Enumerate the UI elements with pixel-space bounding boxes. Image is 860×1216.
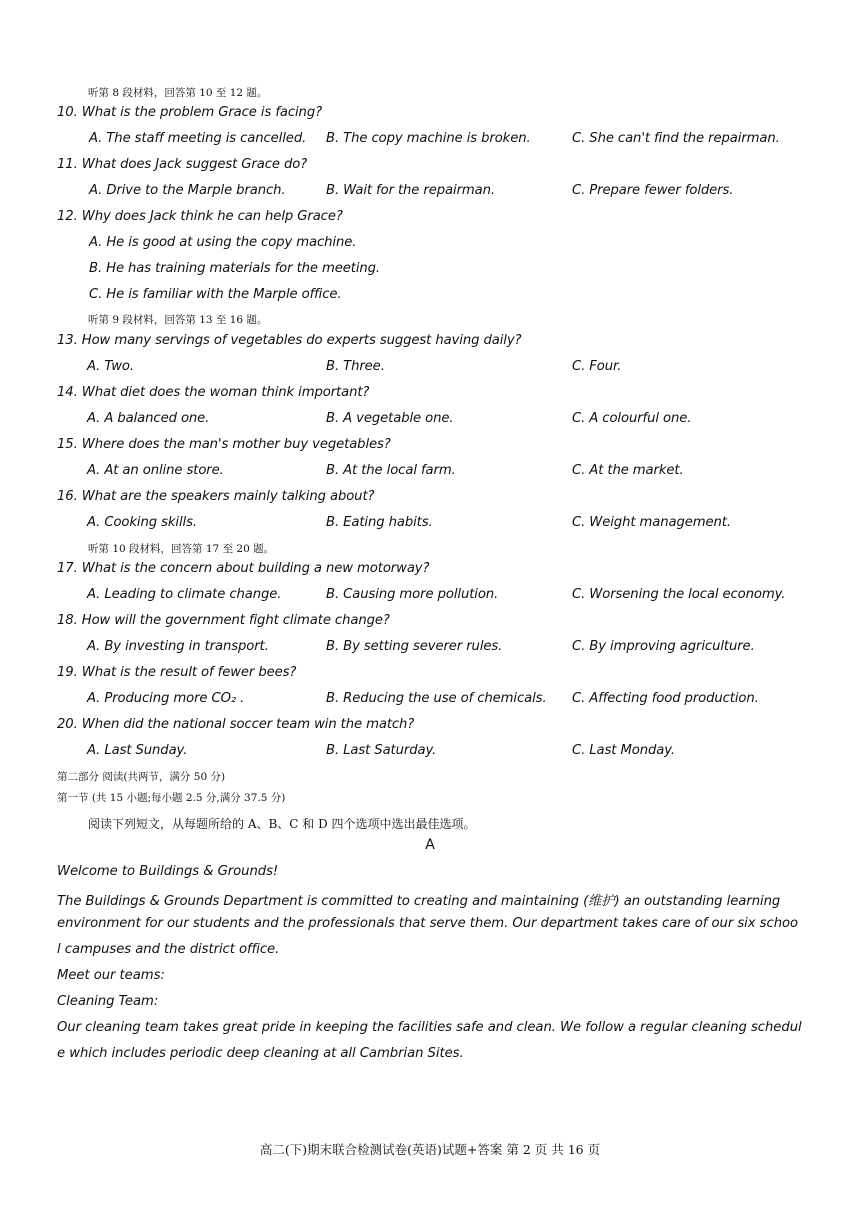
passage-line-4: l campuses and the district office. bbox=[57, 942, 280, 957]
question-10-option-a: A. The staff meeting is cancelled. bbox=[89, 131, 307, 146]
passage-line-2: The Buildings & Grounds Department is committed to creating and maintaining (维护) an outstanding learning bbox=[57, 894, 781, 909]
reading-instruction: 阅读下列短文，从每题所给的 A、B、C 和 D 四个选项中选出最佳选项。 bbox=[88, 817, 476, 831]
part-2-heading: 第二部分 阅读(共两节，满分 50 分) bbox=[57, 771, 226, 783]
passage-line-7: Our cleaning team takes great pride in keeping the facilities safe and clean. We follow a regular cleaning schedul bbox=[57, 1020, 802, 1035]
question-15-stem: 15. Where does the man's mother buy vegetables? bbox=[57, 437, 391, 452]
question-17-option-c: C. Worsening the local economy. bbox=[572, 587, 786, 602]
question-14-stem: 14. What diet does the woman think important? bbox=[57, 385, 370, 400]
passage-line-1: Welcome to Buildings & Grounds! bbox=[57, 864, 279, 879]
question-19-stem: 19. What is the result of fewer bees? bbox=[57, 665, 297, 680]
question-12-option-a: A. He is good at using the copy machine. bbox=[89, 235, 357, 250]
passage-line-8: e which includes periodic deep cleaning at all Cambrian Sites. bbox=[57, 1046, 464, 1061]
question-11-stem: 11. What does Jack suggest Grace do? bbox=[57, 157, 308, 172]
question-10-option-b: B. The copy machine is broken. bbox=[326, 131, 531, 146]
question-16-option-b: B. Eating habits. bbox=[326, 515, 433, 530]
question-20-option-c: C. Last Monday. bbox=[572, 743, 675, 758]
question-19-option-b: B. Reducing the use of chemicals. bbox=[326, 691, 547, 706]
question-18-option-c: C. By improving agriculture. bbox=[572, 639, 755, 654]
passage-line-3: environment for our students and the professionals that serve them. Our department takes care of our six schoo bbox=[57, 916, 799, 931]
passage-letter: A bbox=[425, 837, 435, 853]
question-12-stem: 12. Why does Jack think he can help Grace? bbox=[57, 209, 343, 224]
question-17-option-a: A. Leading to climate change. bbox=[87, 587, 282, 602]
question-11-option-a: A. Drive to the Marple branch. bbox=[89, 183, 286, 198]
question-16-option-c: C. Weight management. bbox=[572, 515, 731, 530]
question-17-option-b: B. Causing more pollution. bbox=[326, 587, 499, 602]
question-19-option-c: C. Affecting food production. bbox=[572, 691, 759, 706]
question-14-option-b: B. A vegetable one. bbox=[326, 411, 454, 426]
section-8-instruction: 听第 8 段材料，回答第 10 至 12 题。 bbox=[88, 87, 268, 99]
question-18-option-b: B. By setting severer rules. bbox=[326, 639, 503, 654]
section-9-instruction: 听第 9 段材料，回答第 13 至 16 题。 bbox=[88, 314, 268, 326]
page-footer: 高二(下)期末联合检测试卷(英语)试题+答案 第 2 页 共 16 页 bbox=[259, 1142, 601, 1157]
question-11-option-c: C. Prepare fewer folders. bbox=[572, 183, 734, 198]
question-13-option-c: C. Four. bbox=[572, 359, 622, 374]
question-10-stem: 10. What is the problem Grace is facing? bbox=[57, 105, 322, 120]
question-16-option-a: A. Cooking skills. bbox=[87, 515, 197, 530]
question-13-option-a: A. Two. bbox=[87, 359, 134, 374]
question-13-option-b: B. Three. bbox=[326, 359, 385, 374]
part-2-section-1-heading: 第一节 (共 15 小题;每小题 2.5 分,满分 37.5 分) bbox=[57, 792, 286, 804]
question-18-stem: 18. How will the government fight climate change? bbox=[57, 613, 390, 628]
passage-line-5: Meet our teams: bbox=[57, 968, 165, 983]
question-10-option-c: C. She can't find the repairman. bbox=[572, 131, 780, 146]
question-16-stem: 16. What are the speakers mainly talking about? bbox=[57, 489, 375, 504]
question-13-stem: 13. How many servings of vegetables do experts suggest having daily? bbox=[57, 333, 522, 348]
question-15-option-c: C. At the market. bbox=[572, 463, 684, 478]
section-10-instruction: 听第 10 段材料，回答第 17 至 20 题。 bbox=[88, 543, 275, 555]
question-14-option-c: C. A colourful one. bbox=[572, 411, 692, 426]
question-11-option-b: B. Wait for the repairman. bbox=[326, 183, 495, 198]
question-20-option-b: B. Last Saturday. bbox=[326, 743, 437, 758]
question-20-option-a: A. Last Sunday. bbox=[87, 743, 188, 758]
question-19-option-a: A. Producing more CO₂ . bbox=[87, 691, 245, 706]
question-15-option-b: B. At the local farm. bbox=[326, 463, 456, 478]
question-17-stem: 17. What is the concern about building a new motorway? bbox=[57, 561, 430, 576]
question-12-option-b: B. He has training materials for the meeting. bbox=[89, 261, 381, 276]
question-18-option-a: A. By investing in transport. bbox=[87, 639, 269, 654]
question-14-option-a: A. A balanced one. bbox=[87, 411, 210, 426]
question-20-stem: 20. When did the national soccer team win the match? bbox=[57, 717, 415, 732]
passage-line-6: Cleaning Team: bbox=[57, 994, 159, 1009]
question-15-option-a: A. At an online store. bbox=[87, 463, 224, 478]
question-12-option-c: C. He is familiar with the Marple office. bbox=[89, 287, 342, 302]
